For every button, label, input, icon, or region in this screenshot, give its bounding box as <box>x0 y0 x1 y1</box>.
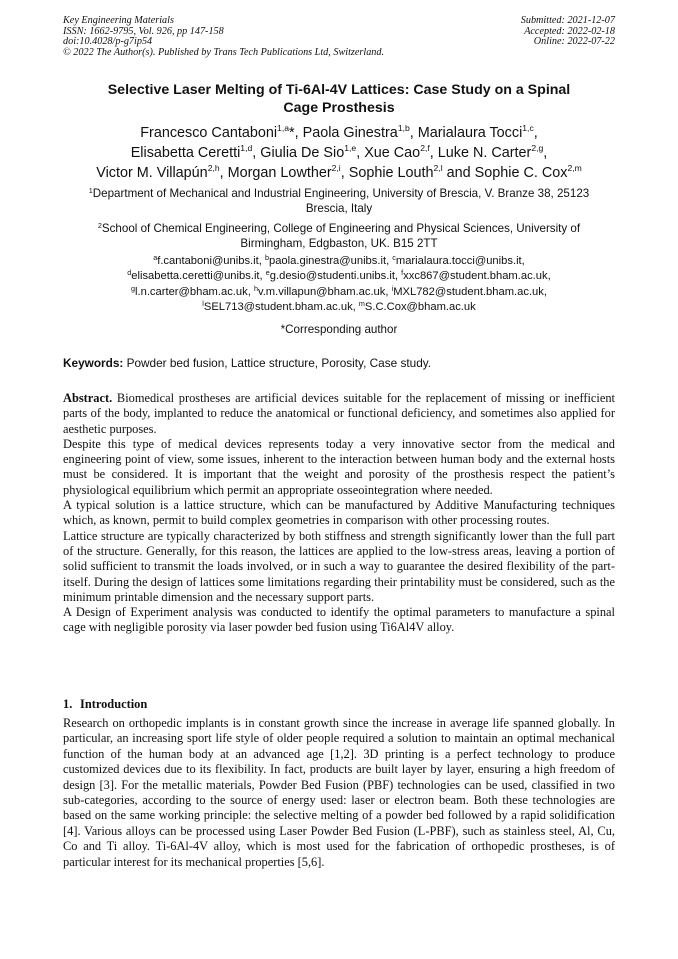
section-title: Introduction <box>80 697 148 711</box>
email-address[interactable]: v.m.villapun@bham.ac.uk, <box>257 285 392 298</box>
section-heading-introduction <box>63 697 615 712</box>
email-sup: i <box>391 283 394 293</box>
email-address[interactable]: S.C.Cox@bham.ac.uk <box>364 301 476 314</box>
email-list <box>63 254 615 316</box>
abstract-paragraph <box>63 391 615 437</box>
author-sup: 1,b <box>397 123 410 133</box>
author-sup: 1,a <box>277 123 289 133</box>
email-address[interactable]: SEL713@student.bham.ac.uk, <box>203 301 359 314</box>
keywords-text: Powder bed fusion, Lattice structure, Porosity, Case study. <box>123 356 432 370</box>
author-line-3 <box>40 164 638 184</box>
abstract-paragraph: Lattice structure are typically characterized by both stiffness and strength significantly lower than the full part of the structure. Generally, for this reason, the lattices are applied to the low-stress areas, leaving a portion of solid sufficient to transmit the loads involved, or in such a way to guarantee the desired flexibility of the part-itself. During the design of lattices some limitations regarding their printability must be considered, such as the minimum printable dimension and the necessary support parts. <box>63 528 615 604</box>
email-sup: f <box>401 268 404 278</box>
author-sup: 2,h <box>207 162 220 173</box>
submitted-date: Submitted: 2021-12-07 <box>520 15 615 26</box>
abstract-paragraph: Despite this type of medical devices represents today a very innovative sector from the medical and engineering point of view, some issues, inherent to the interaction between human body and the external hosts must be considered. It is important that the weight and porosity of the prosthesis respect the patient’s physiological equilibrium which permit an appropriate osseointegration where needed. <box>63 436 615 497</box>
email-address[interactable]: paola.ginestra@unibs.it, <box>268 255 393 267</box>
email-line-1 <box>63 254 615 269</box>
affiliation-text: School of Chemical Engineering, College of Engineering and Physical Sciences, University of <box>101 222 581 235</box>
publication-header <box>63 16 615 58</box>
author-sep: , <box>409 125 418 141</box>
author-name: Francesco Cantaboni <box>140 125 278 141</box>
email-sup: a <box>153 253 158 262</box>
affiliation-text: Birmingham, Edgbaston, UK. B15 2TT <box>240 237 438 251</box>
keywords-label: Keywords: <box>63 356 124 370</box>
author-sep: , <box>533 125 538 141</box>
email-address[interactable]: l.n.carter@bham.ac.uk, <box>135 285 254 298</box>
author-sup: 2,l <box>433 162 443 173</box>
corresponding-author-note: *Corresponding author <box>280 323 398 336</box>
email-sup: l <box>202 299 204 309</box>
author-sup: 1,d <box>240 142 253 153</box>
abstract-paragraph: A typical solution is a lattice structure, which can be manufactured by Additive Manufacturing techniques which, as known, permit to build complex geometries in comparison with other processing routes. <box>63 498 615 528</box>
email-line-2 <box>63 269 615 284</box>
author-sep: and <box>442 164 475 181</box>
email-line-4 <box>63 300 615 315</box>
title-line-1: Selective Laser Melting of Ti-6Al-4V Lattices: Case Study on a Spinal <box>107 82 571 98</box>
abstract-label: Abstract. <box>63 391 113 405</box>
email-address[interactable]: elisabetta.ceretti@unibs.it, <box>131 270 266 283</box>
affiliation-1 <box>63 186 615 217</box>
email-address[interactable]: g.desio@studenti.unibs.it, <box>269 270 402 283</box>
email-address[interactable]: xxc867@student.bham.ac.uk, <box>403 270 551 283</box>
email-sup: d <box>127 268 132 278</box>
affiliation-sup: 1 <box>88 186 93 195</box>
journal-name: Key Engineering Materials <box>63 15 174 26</box>
author-name: Luke N. Carter <box>437 144 532 161</box>
author-sep: , <box>219 164 228 181</box>
author-sep: , <box>340 164 349 181</box>
email-line-3 <box>63 285 615 300</box>
email-address[interactable]: MXL782@student.bham.ac.uk, <box>393 285 547 298</box>
email-sup: m <box>358 299 365 309</box>
author-name: Morgan Lowther <box>227 164 332 181</box>
author-name: Sophie Louth <box>348 164 434 181</box>
email-sup: h <box>253 283 258 293</box>
email-sup: e <box>265 268 270 278</box>
keywords <box>63 356 615 371</box>
affiliation-text: Department of Mechanical and Industrial Engineering, University of Brescia, V. Branze 38, 25123 <box>92 187 590 200</box>
author-sup: 2,i <box>331 162 341 173</box>
email-address[interactable]: f.cantaboni@unibs.it, <box>157 255 265 267</box>
author-name: Paola Ginestra <box>302 125 398 141</box>
accepted-date: Accepted: 2022-02-18 <box>524 25 615 37</box>
title-line-2: Cage Prosthesis <box>283 100 395 116</box>
author-line-2 <box>40 144 638 164</box>
email-address[interactable]: marialaura.tocci@unibs.it, <box>395 255 525 267</box>
author-sup: 2,f <box>420 142 430 153</box>
author-name: Xue Cao <box>364 144 421 161</box>
author-sep: , <box>252 144 261 161</box>
author-sup: 2,m <box>567 162 582 173</box>
affiliation-2 <box>63 221 615 252</box>
affiliation-sup: 2 <box>97 221 102 230</box>
author-sep: , <box>429 144 438 161</box>
author-sep: , <box>543 144 548 161</box>
author-sep: *, <box>289 125 303 141</box>
introduction-paragraph: Research on orthopedic implants is in constant growth since the increase in average life spanned globally. In particular, an increasing sport life style of older people required a solution to maintain an optimal mechanical function of the human body at an advanced age [1,2]. 3D printing is a perfect technology to produce customized devices due to its flexibility. In fact, products are built layer by layer, ensuring a high freedom of design [3]. For the metallic materials, Powder Bed Fusion (PBF) technologies can be used, classified in two sub-categories, according to the source of energy used: laser or electron beam. Both these technologies are based on the same working principle: the selective melting of a powder bed followed by a rapid solidification [4]. Various alloys can be processed using Laser Powder Bed Fusion (L-PBF), such as stainless steel, Al, Cu, Co and Ti alloy. Ti-6Al-4V alloy, which is most used for the fabrication of orthopedic prostheses, is of particular interest for its mechanical properties [5,6]. <box>63 716 615 869</box>
author-sup: 2,g <box>531 142 544 153</box>
author-sup: 1,c <box>522 123 534 133</box>
author-name: Giulia De Sio <box>260 144 345 161</box>
author-list <box>40 124 638 183</box>
author-name: Elisabetta Ceretti <box>130 144 241 161</box>
email-sup: b <box>264 253 269 262</box>
author-line-1 <box>40 124 638 144</box>
abstract-paragraph: A Design of Experiment analysis was conducted to identify the optimal parameters to manufacture a spinal cage with negligible porosity via laser powder bed fusion using Ti6Al4V alloy. <box>63 605 615 635</box>
copyright-line: © 2022 The Author(s). Published by Trans Tech Publications Ltd, Switzerland. <box>63 46 385 58</box>
email-sup: c <box>392 253 396 262</box>
affiliation-text: Brescia, Italy <box>305 202 373 216</box>
issn-line: ISSN: 1662-9795, Vol. 926, pp 147-158 <box>63 25 224 37</box>
author-name: Sophie C. Cox <box>474 164 568 181</box>
author-name: Victor M. Villapún <box>96 164 208 181</box>
paper-title <box>63 81 615 117</box>
abstract-text: Biomedical prostheses are artificial devices suitable for the replacement of missing or inefficient parts of the body, implanted to reduce the anatomical or functional deficiency, and sometimes also applied for aesthetic purposes. <box>63 391 615 436</box>
email-sup: g <box>131 283 135 293</box>
section-number: 1. <box>63 697 73 711</box>
doi-line: doi:10.4028/p-g7ip54 <box>63 36 153 48</box>
abstract <box>63 391 615 636</box>
author-sup: 1,e <box>344 142 357 153</box>
online-date: Online: 2022-07-22 <box>533 36 615 48</box>
author-name: Marialaura Tocci <box>417 125 523 141</box>
author-sep: , <box>356 144 365 161</box>
